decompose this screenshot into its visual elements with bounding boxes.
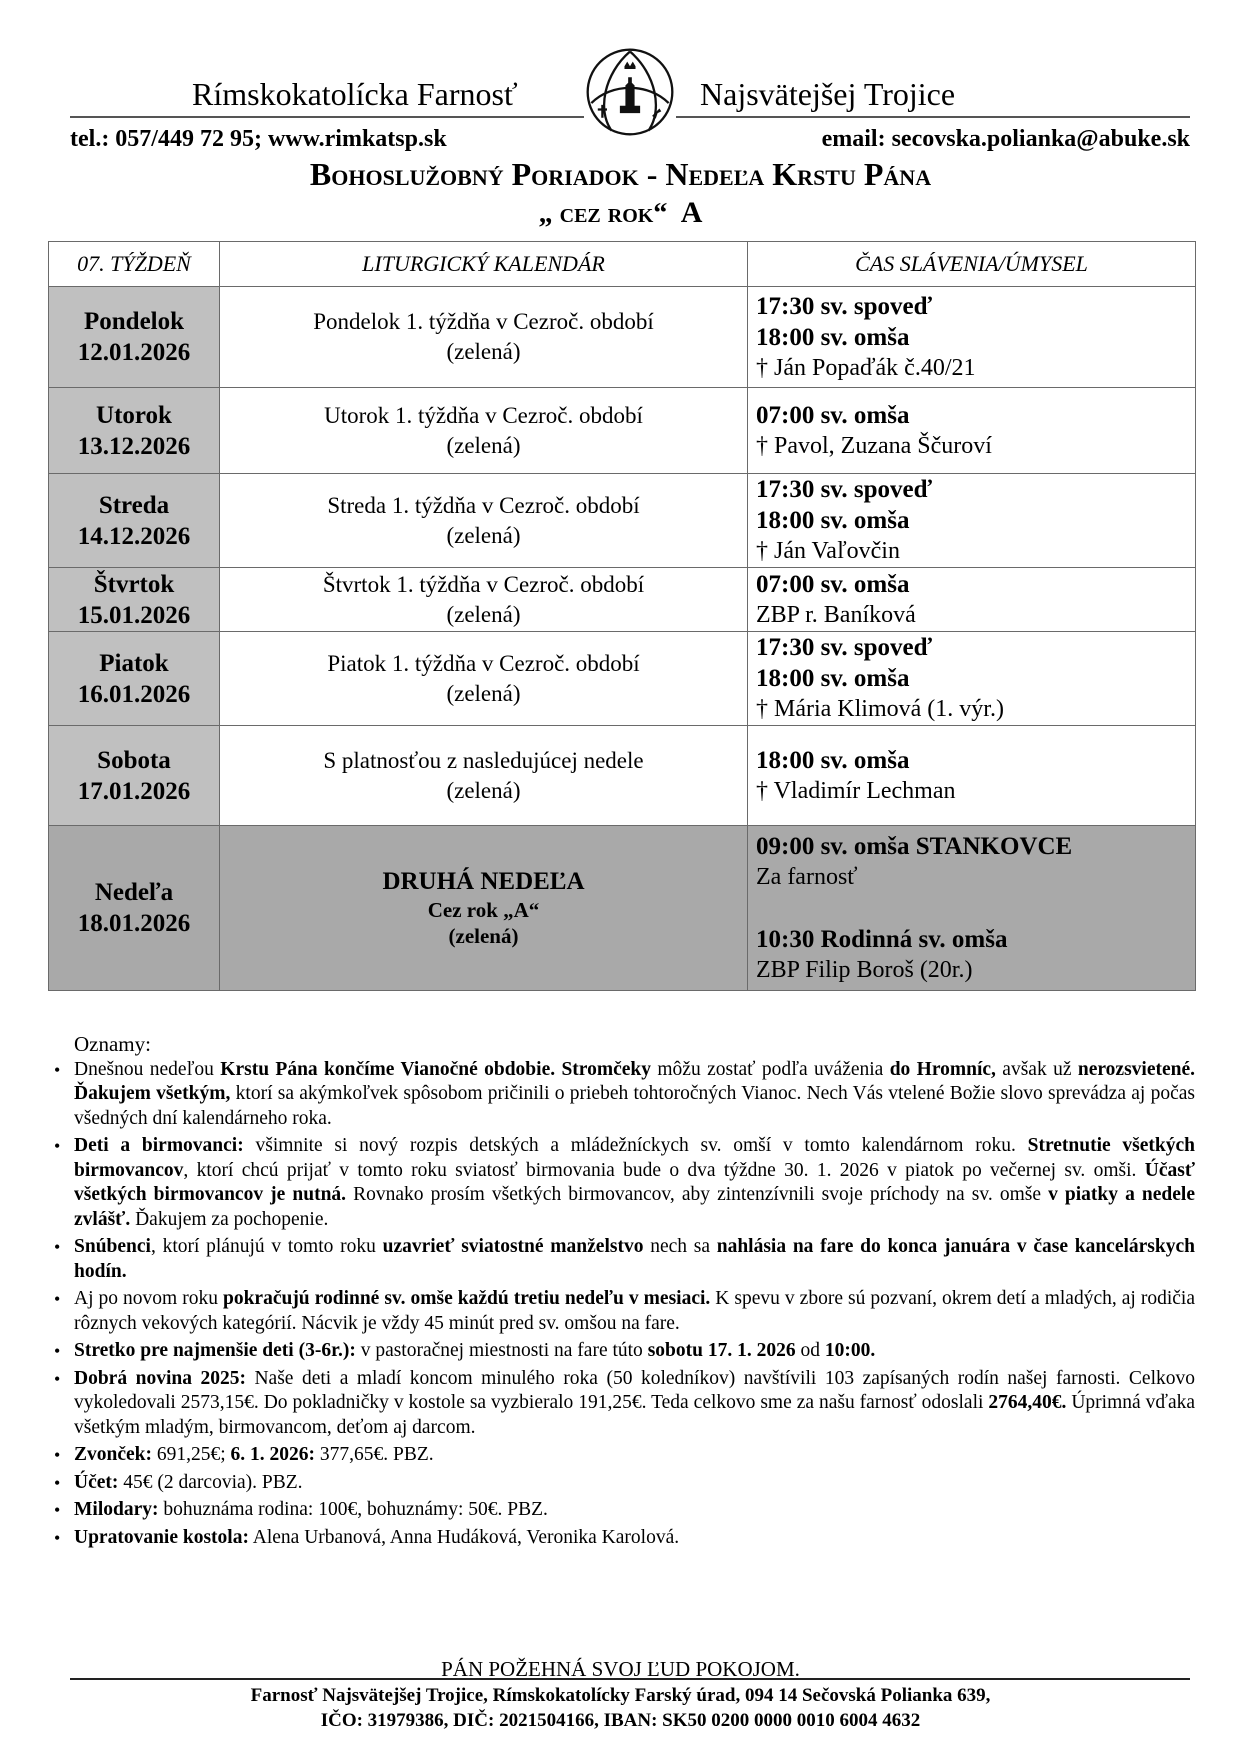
liturgy-text: S platnosťou z nasledujúcej nedele xyxy=(323,747,644,773)
announcement-item xyxy=(60,1526,1195,1551)
liturgical-color: (zelená) xyxy=(446,522,521,548)
day-cell xyxy=(49,474,220,568)
time-cell xyxy=(748,632,1196,726)
service-time: 07:00 sv. omša xyxy=(756,401,910,429)
liturgy-text: Streda 1. týždňa v Cezroč. období xyxy=(327,492,640,518)
announcement-text: bohuznáma rodina: 100€, bohuznámy: 50€. PBZ. xyxy=(158,1499,548,1520)
day-date: 12.01.2026 xyxy=(77,339,191,366)
announcement-emphasis: nahlásia na fare do konca januára v čase kancelárskych hodín. xyxy=(74,1236,1195,1282)
schedule-table xyxy=(48,241,1196,991)
announcement-emphasis: Milodary: xyxy=(74,1499,159,1520)
liturgy-cell xyxy=(220,726,748,826)
day-name: Piatok xyxy=(99,649,169,677)
service-time: 18:00 sv. omša xyxy=(756,746,910,774)
service-time: 10:30 Rodinná sv. omša xyxy=(756,925,1008,953)
announcement-text: Alena Urbanová, Anna Hudáková, Veronika Karolová. xyxy=(248,1526,680,1548)
liturgy-cell xyxy=(220,474,748,568)
liturgy-text: Utorok 1. týždňa v Cezroč. období xyxy=(324,402,643,428)
time-cell xyxy=(748,474,1196,568)
mass-intention: † Ján Vaľovčin xyxy=(756,538,900,564)
day-date: 15.01.2026 xyxy=(77,601,191,629)
announcement-text: 691,25€; xyxy=(152,1444,231,1465)
mass-intention: † Mária Klimová (1. výr.) xyxy=(756,696,1004,722)
day-cell xyxy=(49,287,220,388)
mass-intention: Za farnosť xyxy=(756,863,858,890)
announcement-text: K spevu v zbore sú pozvaní, okrem detí a mladých, aj rodičia rôznych vekových kategórií. Nácvik je vždy 45 minút pred sv. omšou na fare. xyxy=(74,1288,1195,1334)
announcement-emphasis: 2764,40€. xyxy=(988,1392,1067,1413)
liturgy-cell xyxy=(220,826,748,991)
service-time: 17:30 sv. spoveď xyxy=(756,476,932,503)
table-row xyxy=(49,632,1196,726)
contact-email: email: secovska.polianka@abuke.sk xyxy=(821,126,1190,152)
announcement-emphasis: Upratovanie kostola: xyxy=(74,1526,249,1548)
day-cell xyxy=(49,632,220,726)
footer-ids: IČO: 31979386, DIČ: 2021504166, IBAN: SK50 0200 0000 0010 6004 4632 xyxy=(320,1710,921,1731)
table-row xyxy=(49,568,1196,632)
liturgy-text: Piatok 1. týždňa v Cezroč. období xyxy=(327,650,640,676)
announcement-text: nech sa xyxy=(643,1236,717,1257)
liturgical-color: (zelená) xyxy=(446,601,521,627)
footer-rule xyxy=(70,1678,1190,1680)
announcement-text: , ktorí plánujú v tomto roku xyxy=(150,1236,383,1257)
day-cell xyxy=(49,568,220,632)
announcement-item xyxy=(60,1443,1195,1468)
document-title: Bohoslužobný Poriadok - Nedeľa Krstu Pána xyxy=(309,156,932,192)
announcement-text: Rovnako prosím všetkých birmovancov, aby zintenzívnili svoje príchody na sv. omše xyxy=(346,1184,1049,1205)
announcement-emphasis: do Hromníc, xyxy=(889,1058,996,1080)
announcement-emphasis: nerozsvietené. Ďakujem všetkým, xyxy=(74,1058,1196,1104)
time-cell xyxy=(748,826,1196,991)
liturgy-text: Štvrtok 1. týždňa v Cezroč. období xyxy=(322,571,645,597)
announcement-item xyxy=(60,1339,1195,1364)
announcement-emphasis: Stretko pre najmenšie deti (3-6r.): xyxy=(74,1340,356,1361)
subtitle-period: „ cez rok“ xyxy=(538,198,668,229)
header-liturgical-calendar: LITURGICKÝ KALENDÁR xyxy=(220,242,748,287)
announcement-emphasis: Účet: xyxy=(74,1471,119,1493)
day-date: 17.01.2026 xyxy=(77,777,191,805)
day-cell xyxy=(49,726,220,826)
liturgy-cell xyxy=(220,568,748,632)
announcement-item xyxy=(60,1471,1195,1496)
service-time: 09:00 sv. omša STANKOVCE xyxy=(756,832,1073,860)
footer xyxy=(0,1683,1241,1733)
announcement-emphasis: Dobrá novina 2025: xyxy=(74,1367,246,1389)
service-time: 07:00 sv. omša xyxy=(756,570,910,598)
contact-phone-web: tel.: 057/449 72 95; www.rimkatsp.sk xyxy=(70,126,447,152)
day-name: Sobota xyxy=(97,746,171,774)
table-row xyxy=(49,287,1196,388)
liturgical-color: (zelená) xyxy=(446,680,521,706)
liturgical-color: (zelená) xyxy=(446,339,521,364)
announcement-text: ktorí sa akýmkoľvek spôsobom pričinili o priebeh tohtoročných Vianoc. Nech Vás vtelené Božie slovo sprevádza aj počas všedných dní kalendárneho roka. xyxy=(74,1083,1195,1129)
announcement-item xyxy=(60,1134,1195,1232)
announcement-text: Úprimná vďaka všetkým mladým, birmovancom, deťom aj darcom. xyxy=(74,1392,1196,1438)
announcement-emphasis: Snúbenci xyxy=(74,1236,151,1257)
announcement-emphasis: sobotu 17. 1. 2026 xyxy=(647,1340,796,1361)
announcement-item xyxy=(60,1058,1195,1132)
announcement-emphasis: Účasť všetkých birmovancov je nutná. xyxy=(74,1159,1195,1205)
announcement-text: 377,65€. PBZ. xyxy=(315,1444,434,1465)
subtitle-cycle: A xyxy=(680,196,703,229)
liturgy-cell xyxy=(220,287,748,388)
announcement-text: od xyxy=(795,1340,825,1361)
liturgical-color: (zelená) xyxy=(446,432,521,458)
liturgical-color: (zelená) xyxy=(446,777,521,803)
announcement-item xyxy=(60,1235,1195,1284)
header-week: 07. TÝŽDEŇ xyxy=(49,242,220,287)
mass-intention: † Pavol, Zuzana Ščuroví xyxy=(756,432,992,459)
announcement-text: avšak už xyxy=(995,1058,1078,1080)
time-cell xyxy=(748,568,1196,632)
service-time: 18:00 sv. omša xyxy=(756,323,910,351)
parish-name-right: Najsvätejšej Trojice xyxy=(700,76,956,112)
day-date: 13.12.2026 xyxy=(77,432,191,460)
table-row-sunday xyxy=(49,826,1196,991)
announcement-text: , ktorí chcú prijať v tomto roku sviatosť birmovania bude o dva týždne 30. 1. 2026 v piatok po večernej sv. omši. xyxy=(183,1159,1145,1181)
header-time-intention: ČAS SLÁVENIA/ÚMYSEL xyxy=(748,242,1196,287)
time-cell xyxy=(748,388,1196,474)
table-row xyxy=(49,388,1196,474)
liturgy-text: Pondelok 1. týždňa v Cezroč. období xyxy=(313,309,654,334)
announcement-emphasis: Zvonček: xyxy=(74,1444,152,1465)
mass-intention: † Vladimír Lechman xyxy=(756,777,956,804)
announcement-emphasis: pokračujú rodinné sv. omše každú tretiu nedeľu v mesiaci. xyxy=(222,1288,711,1309)
announcement-emphasis: Krstu Pána končíme Vianočné obdobie. Stromčeky xyxy=(220,1058,652,1080)
service-time: 17:30 sv. spoveď xyxy=(756,292,932,320)
announcement-text: v pastoračnej miestnosti na fare túto xyxy=(355,1340,648,1361)
service-time: 18:00 sv. omša xyxy=(756,665,910,692)
announcement-emphasis: 6. 1. 2026: xyxy=(230,1444,316,1465)
announcement-text: Naše deti a mladí koncom minulého roka (50 koledníkov) navštívili 103 zapísaných rodín našej farnosti. Celkovo vykoledovali 2573,15€. Do pokladničky v kostole sa vyzbieralo 191,25€. Teda celkovo sme za našu farnosť odoslali xyxy=(74,1367,1195,1413)
liturgy-cell xyxy=(220,388,748,474)
announcement-text: Aj po novom roku xyxy=(74,1288,223,1309)
day-name: Pondelok xyxy=(83,308,185,335)
mass-intention: ZBP r. Baníková xyxy=(756,601,916,628)
mass-intention: ZBP Filip Boroš (20r.) xyxy=(756,956,973,983)
day-name: Nedeľa xyxy=(94,879,174,906)
announcement-item xyxy=(60,1498,1195,1523)
document-subtitle xyxy=(0,196,1241,230)
announcement-item xyxy=(60,1287,1195,1336)
day-cell xyxy=(49,826,220,991)
liturgical-color: (zelená) xyxy=(448,924,519,948)
parish-name-left: Rímskokatolícka Farnosť xyxy=(192,76,518,112)
closing-blessing: PÁN POŽEHNÁ SVOJ ĽUD POKOJOM. xyxy=(441,1657,800,1681)
announcement-emphasis: 10:00. xyxy=(824,1340,876,1361)
announcement-text: môžu zostať podľa uváženia xyxy=(651,1058,890,1080)
announcement-list xyxy=(60,1058,1195,1551)
day-name: Štvrtok xyxy=(93,570,175,598)
day-name: Streda xyxy=(98,491,170,519)
service-time: 18:00 sv. omša xyxy=(756,507,910,534)
day-date: 14.12.2026 xyxy=(77,522,191,550)
announcement-emphasis: Deti a birmovanci: xyxy=(74,1135,244,1156)
announcement-text: všimnite si nový rozpis detských a mládežníckych sv. omší v tomto kalendárnom roku. xyxy=(243,1135,1028,1156)
announcement-emphasis: v piatky a nedele zvlášť. xyxy=(74,1184,1195,1230)
table-row xyxy=(49,726,1196,826)
announcement-text: Dnešnou nedeľou xyxy=(74,1058,221,1080)
day-name: Utorok xyxy=(96,401,172,429)
day-date: 16.01.2026 xyxy=(77,680,191,708)
liturgy-title: DRUHÁ NEDEĽA xyxy=(382,868,585,895)
announcement-text: Ďakujem za pochopenie. xyxy=(130,1208,329,1230)
announcements-heading: Oznamy: xyxy=(74,1032,151,1056)
trinity-church-logo-icon xyxy=(584,46,676,138)
announcement-text: 45€ (2 darcovia). PBZ. xyxy=(118,1471,303,1493)
time-cell xyxy=(748,287,1196,388)
footer-address: Farnosť Najsvätejšej Trojice, Rímskokatolícky Farský úrad, 094 14 Sečovská Polianka 639, xyxy=(250,1685,991,1706)
day-date: 18.01.2026 xyxy=(77,910,191,937)
table-row xyxy=(49,474,1196,568)
liturgy-subtitle: Cez rok „A“ xyxy=(427,898,540,922)
announcement-emphasis: uzavrieť sviatostné manželstvo xyxy=(382,1236,644,1257)
service-time: 17:30 sv. spoveď xyxy=(756,634,932,661)
day-cell xyxy=(49,388,220,474)
liturgy-cell xyxy=(220,632,748,726)
time-cell xyxy=(748,726,1196,826)
mass-intention: † Ján Popaďák č.40/21 xyxy=(756,354,976,381)
announcement-emphasis: Stretnutie všetkých birmovancov xyxy=(74,1135,1195,1181)
announcement-item xyxy=(60,1367,1195,1441)
table-header-row xyxy=(49,242,1196,287)
announcements xyxy=(60,1032,1195,1553)
